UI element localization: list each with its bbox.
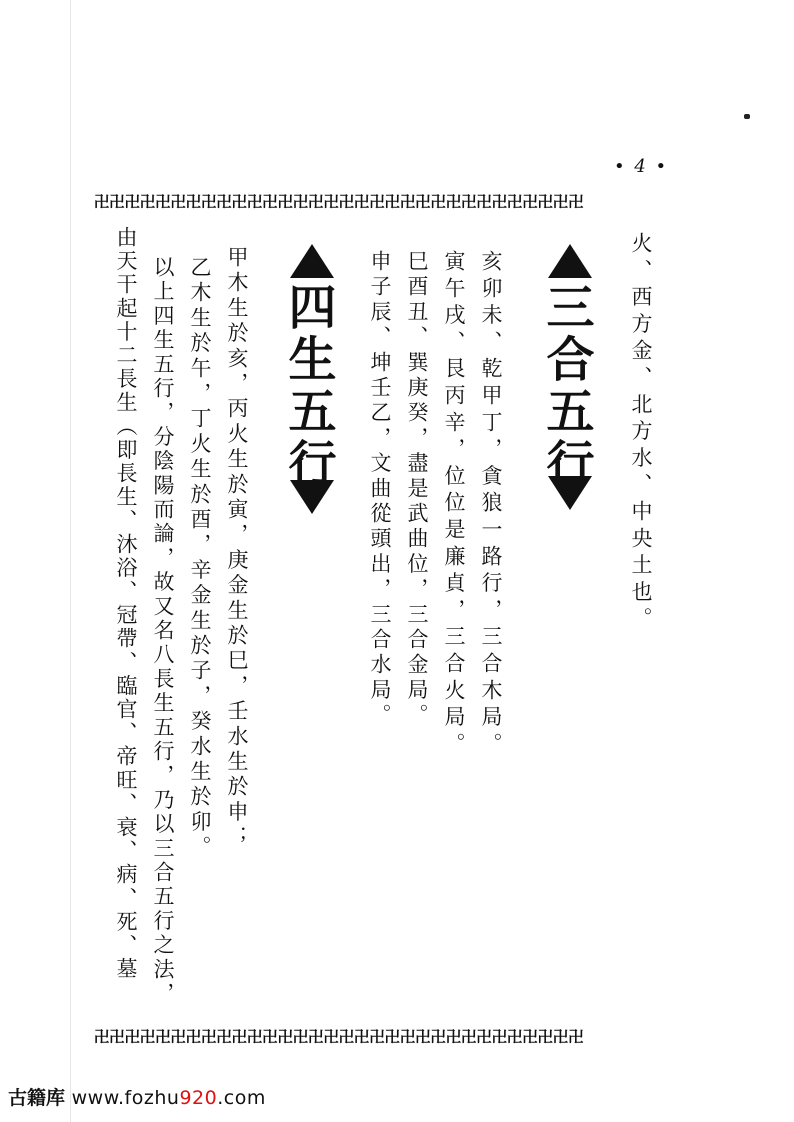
page-edge-line [70,0,71,1122]
sanhe-line-4: 申子辰、坤壬乙，文曲從頭出，三合水局。 [368,250,392,729]
heading-triangle-down [548,476,592,510]
sisheng-line-1: 甲木生於亥，丙火生於寅，庚金生於巳，壬水生於申； [225,246,249,851]
watermark-footer [8,1083,266,1110]
sisheng-line-3: 以上四生五行，分陰陽而論，故又名八長生五行，乃以三合五行之法， [151,256,175,1007]
sisheng-line-2: 乙木生於午，丁火生於酉，辛金生於子，癸水生於卯。 [188,256,212,861]
bottom-swastika-border: 卍卍卍卍卍卍卍卍卍卍卍卍卍卍卍卍卍卍卍卍卍卍卍卍卍卍卍卍卍卍卍卍 [94,1028,584,1046]
watermark-url: www.fozhu920.com [71,1087,266,1109]
watermark-brand: 古籍库 [8,1087,66,1109]
page-number: • 4 • [614,156,669,177]
top-swastika-border: 卍卍卍卍卍卍卍卍卍卍卍卍卍卍卍卍卍卍卍卍卍卍卍卍卍卍卍卍卍卍卍卍 [94,193,584,211]
sanhe-line-2: 寅午戌、艮丙辛，位位是廉貞，三合火局。 [442,250,466,760]
ink-speck [744,114,750,119]
continuation-line: 火、西方金、北方水、中央土也。 [629,232,653,634]
sanhe-line-1: 亥卯未、乾甲丁，貪狼一路行，三合木局。 [479,250,503,760]
section-heading-sanhe: 三合五行 [538,282,594,490]
sanhe-line-3: 巳酉丑、巽庚癸，盡是武曲位，三合金局。 [405,250,429,729]
heading-triangle-up-2 [290,244,334,278]
heading-triangle-up [548,244,592,278]
heading-triangle-down-2 [290,480,334,514]
section-heading-sisheng: 四生五行 [280,282,336,490]
sisheng-line-4: 由天干起十二長生（即長生、沐浴、冠帶、臨官、帝旺、衰、病、死、墓 [114,226,138,982]
